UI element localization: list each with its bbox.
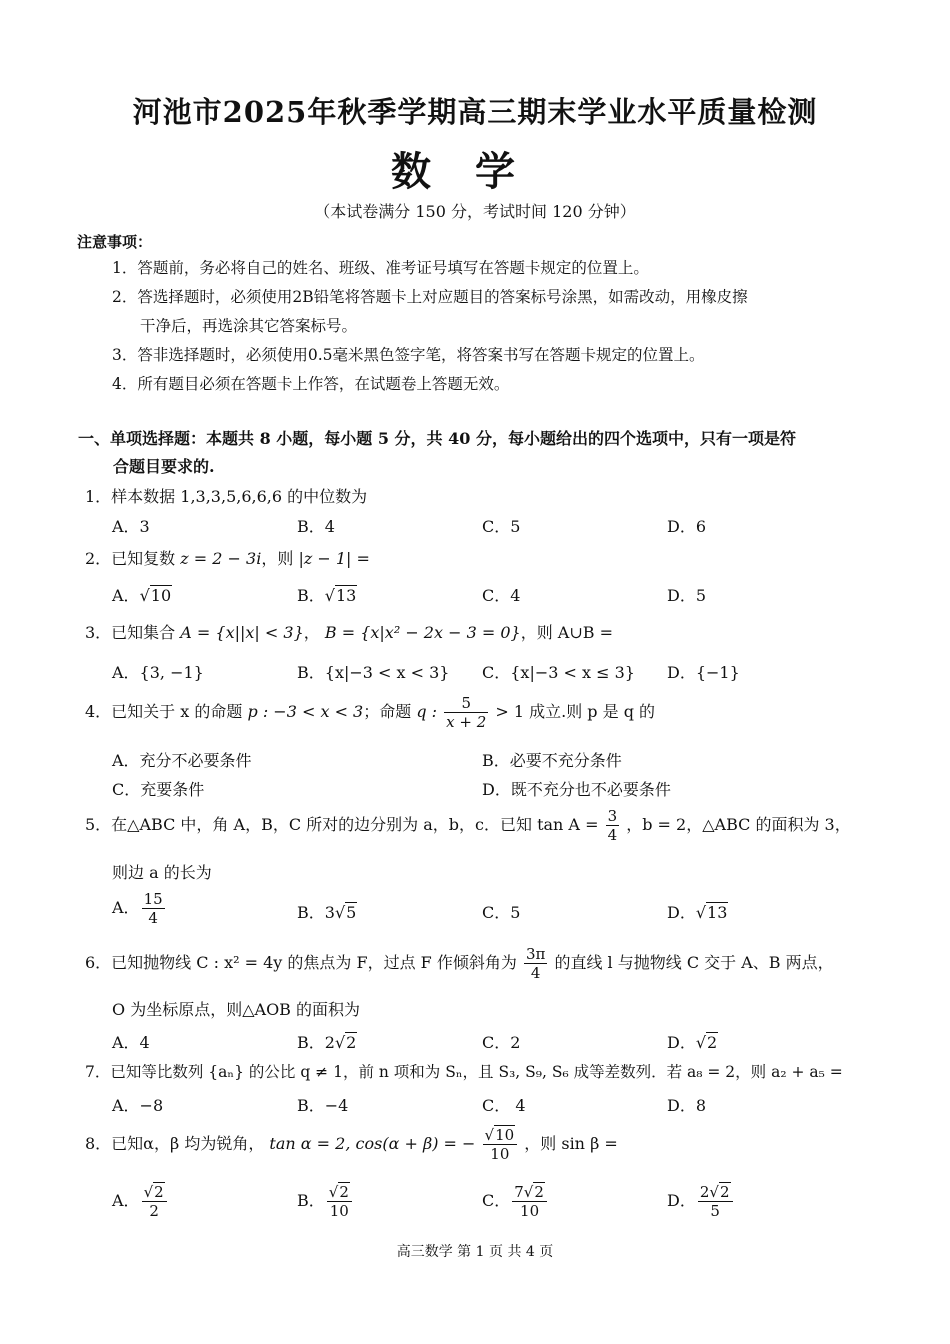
q8-option-c: C． $\frac{7√2}{10}$ bbox=[482, 1183, 549, 1220]
section-line: 合题目要求的. bbox=[113, 457, 215, 476]
q7-option-b: B．−4 bbox=[297, 1096, 349, 1115]
question-2: 2．已知复数 z = 2 − 3i，则 |z − 1| = bbox=[85, 549, 370, 568]
notice-heading: 注意事项： bbox=[77, 233, 153, 251]
notice-item: 干净后，再选涂其它答案标号。 bbox=[140, 317, 358, 335]
question-6-line2: O 为坐标原点，则△AOB 的面积为 bbox=[112, 1000, 361, 1019]
q5-option-b: B．3√5 bbox=[297, 903, 357, 922]
q4-option-c: C．充要条件 bbox=[112, 780, 205, 799]
q6-option-a: A．4 bbox=[112, 1033, 150, 1052]
question-5-line2: 则边 a 的长为 bbox=[112, 863, 212, 882]
q1-option-d: D．6 bbox=[667, 517, 707, 536]
q1-option-a: A．3 bbox=[112, 517, 150, 536]
notice-item: 4．所有题目必须在答题卡上作答，在试题卷上答题无效。 bbox=[112, 375, 510, 393]
q6-option-b: B．2√2 bbox=[297, 1033, 357, 1052]
q2-option-b: B．√13 bbox=[297, 586, 357, 605]
question-8: 8．已知α，β 均为锐角， tan α = 2, cos(α + β) = − $\frac{√10}{10}$ ，则 sin β = bbox=[85, 1126, 618, 1163]
q4-option-d: D．既不充分也不必要条件 bbox=[482, 780, 671, 799]
q4-option-b: B．必要不充分条件 bbox=[482, 751, 622, 770]
q1-option-b: B．4 bbox=[297, 517, 335, 536]
fraction: $\frac{√10}{10}$ bbox=[483, 1126, 518, 1163]
q4-option-a: A．充分不必要条件 bbox=[112, 751, 252, 770]
question-3: 3．已知集合 A = {x||x| < 3}， B = {x|x² − 2x − 3 = 0}，则 A∪B = bbox=[85, 623, 614, 642]
notice-item: 2．答选择题时，必须使用2B铅笔将答题卡上对应题目的答案标号涂黑，如需改动，用橡皮擦 bbox=[112, 288, 748, 306]
question-5: 5．在△ABC 中，角 A，B，C 所对的边分别为 a，b，c．已知 tan A = $\frac{3}{4}$ ，b = 2，△ABC 的面积为 3， bbox=[85, 807, 851, 844]
q3-option-b: B．{x|−3 < x < 3} bbox=[297, 663, 450, 682]
q7-option-a: A．−8 bbox=[112, 1096, 164, 1115]
question-6: 6．已知抛物线 C : x² = 4y 的焦点为 F，过点 F 作倾斜角为 $\frac{3\pi}{4}$ 的直线 l 与抛物线 C 交于 A、B 两点， bbox=[85, 945, 834, 982]
section-heading bbox=[78, 425, 878, 481]
fraction: $\frac{5}{x + 2}$ bbox=[446, 694, 487, 731]
q6-option-d: D．√2 bbox=[667, 1033, 718, 1052]
fraction: $\frac{3\pi}{4}$ bbox=[525, 945, 546, 982]
q7-option-c: C． 4 bbox=[482, 1096, 526, 1115]
q8-option-b: B． $\frac{√2}{10}$ bbox=[297, 1183, 354, 1220]
question-1: 1．样本数据 1,3,3,5,6,6,6 的中位数为 bbox=[85, 487, 368, 506]
q5-option-d: D．√13 bbox=[667, 903, 728, 922]
q8-option-a: A． $\frac{√2}{2}$ bbox=[112, 1183, 169, 1220]
section-line: 一、单项选择题：本题共 8 小题，每小题 5 分，共 40 分，每小题给出的四个选项中，只有一项是符 bbox=[78, 429, 796, 448]
q3-option-d: D．{−1} bbox=[667, 663, 740, 682]
q5-option-a: A． $\frac{15}{4}$ bbox=[112, 890, 163, 927]
q3-option-c: C．{x|−3 < x ≤ 3} bbox=[482, 663, 635, 682]
q6-option-c: C．2 bbox=[482, 1033, 521, 1052]
question-4: 4．已知关于 x 的命题 p : −3 < x < 3；命题 q : $\frac{5}{x + 2}$ > 1 成立.则 p 是 q 的 bbox=[85, 694, 656, 731]
notice-item: 1．答题前，务必将自己的姓名、班级、准考证号填写在答题卡规定的位置上。 bbox=[112, 259, 649, 277]
page-footer: 高三数学 第 1 页 共 4 页 bbox=[396, 1244, 554, 1260]
q7-option-d: D．8 bbox=[667, 1096, 707, 1115]
q3-option-a: A．{3, −1} bbox=[112, 663, 204, 682]
q2-option-c: C．4 bbox=[482, 586, 521, 605]
exam-note: （本试卷满分 150 分，考试时间 120 分钟） bbox=[314, 202, 636, 221]
fraction: $\frac{3}{4}$ bbox=[607, 807, 618, 844]
q2-option-d: D．5 bbox=[667, 586, 707, 605]
notice-item: 3．答非选择题时，必须使用0.5毫米黑色签字笔，将答案书写在答题卡规定的位置上。 bbox=[112, 346, 705, 364]
question-7: 7．已知等比数列 {aₙ} 的公比 q ≠ 1，前 n 项和为 Sₙ，且 S₃, S₉, S₆ 成等差数列．若 a₈ = 2，则 a₂ + a₅ = bbox=[85, 1063, 843, 1081]
q1-option-c: C．5 bbox=[482, 517, 521, 536]
exam-title: 河池市2025年秋季学期高三期末学业水平质量检测 bbox=[132, 95, 818, 129]
q5-option-c: C．5 bbox=[482, 903, 521, 922]
exam-subject: 数学 bbox=[391, 148, 559, 195]
q2-option-a: A．√10 bbox=[112, 586, 172, 605]
q8-option-d: D． $\frac{2√2}{5}$ bbox=[667, 1183, 735, 1220]
